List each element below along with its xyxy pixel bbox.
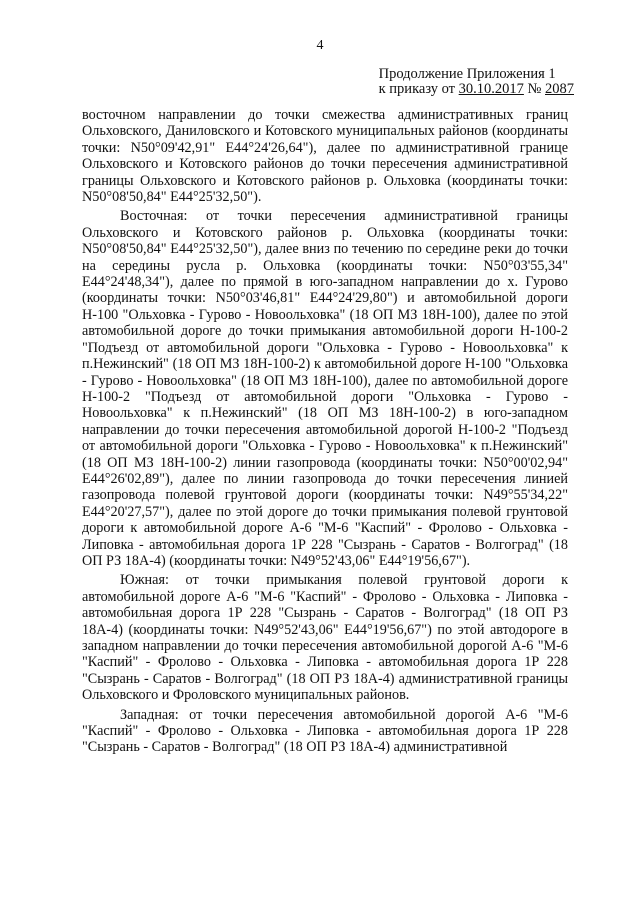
- order-prefix: к приказу от: [378, 81, 459, 97]
- document-body: [82, 107, 568, 759]
- paragraph-eastern-boundary: Восточная: от точки пересечения административной границы Ольховского и Котовского районов р. Ольховка (координаты точки: N50°08'50,84" E44°25'32,50"), далее вниз по течению по середине реки до точки на середины русла р. Ольховка (координаты точки: N50°03'55,34" E44°24'48,34"), далее по прямой в юго-западном направлении до х. Гурово (координаты точки: N50°03'46,81" E44°24'29,80") и автомобильной дороги Н-100 "Ольховка - Гурово - Новоольховка" (18 ОП МЗ 18Н-100), далее по этой автомобильной дороге до точки примыкания автомобильной дороги Н-100-2 "Подъезд от автомобильной дороги "Ольховка - Гурово - Новоольховка" к п.Нежинский" (18 ОП МЗ 18Н-100-2) к автомобильной дороге Н-100 "Ольховка - Гурово - Новоольховка" (18 ОП МЗ 18Н-100), далее по автомобильной дороге Н-100-2 "Подъезд от автомобильной дороги "Ольховка - Гурово - Новоольховка" к п.Нежинский" (18 ОП МЗ 18Н-100-2) в юго-западном направлении до точки пересечения автомобильной дорогой Н-100-2 "Подъезд от автомобильной дороги "Ольховка - Гурово - Новоольховка" к п.Нежинский" (18 ОП МЗ 18Н-100-2) линии газопровода (координаты точки: N50°00'02,94" E44°26'02,89"), далее по линии газопровода до точки пересечения линией газопровода полевой грунтовой дороги (координаты точки: N49°55'34,22" E44°20'27,57"), далее по этой дороге до точки примыкания полевой грунтовой дороги к автомобильной дороге А-6 "М-6 "Каспий" - Фролово - Ольховка - Липовка - автомобильная дорога 1Р 228 "Сызрань - Саратов - Волгоград" (18 ОП РЗ 18А-4) (координаты точки: N49°52'43,06" E44°19'56,67").: [82, 208, 568, 569]
- paragraph-continuation: восточном направлении до точки смежества административных границ Ольховского, Даниловского и Котовского муниципальных районов (координаты точки: N50°09'42,91" E44°24'26,64"), далее по административной границе Ольховского и Котовского районов до точки пересечения административной границы Ольховского и Котовского районов р. Ольховка (координаты точки: N50°08'50,84" E44°25'32,50").: [82, 107, 568, 206]
- order-date: 30.10.2017: [458, 81, 524, 97]
- appendix-header: [379, 67, 574, 97]
- page-number: 4: [316, 38, 324, 53]
- order-reference: [379, 82, 574, 97]
- paragraph-western-boundary: Западная: от точки пересечения автомобильной дорогой А-6 "М-6 "Каспий" - Фролово - Ольховка - Липовка - автомобильная дорога 1Р 228 "Сызрань - Саратов - Волгоград" (18 ОП РЗ 18А-4) административной: [82, 706, 568, 756]
- order-number: 2087: [545, 81, 574, 97]
- appendix-continuation-label: Продолжение Приложения 1: [378, 66, 556, 82]
- paragraph-southern-boundary: Южная: от точки примыкания полевой грунтовой дороги к автомобильной дороге А-6 "М-6 "Каспий" - Фролово - Ольховка - Липовка - автомобильная дорога 1Р 228 "Сызрань - Саратов - Волгоград" (18 ОП РЗ 18А-4) (координаты точки: N49°52'43,06" E44°19'56,67") по этой автодороге в западном направлении до точки пересечения автомобильной дорогой А-6 "М-6 "Каспий" - Фролово - Ольховка - Липовка - автомобильная дорога 1Р 228 "Сызрань - Саратов - Волгоград" (18 ОП РЗ 18А-4) административной границы Ольховского и Фроловского муниципальных районов.: [82, 572, 568, 704]
- number-sign: №: [523, 81, 545, 97]
